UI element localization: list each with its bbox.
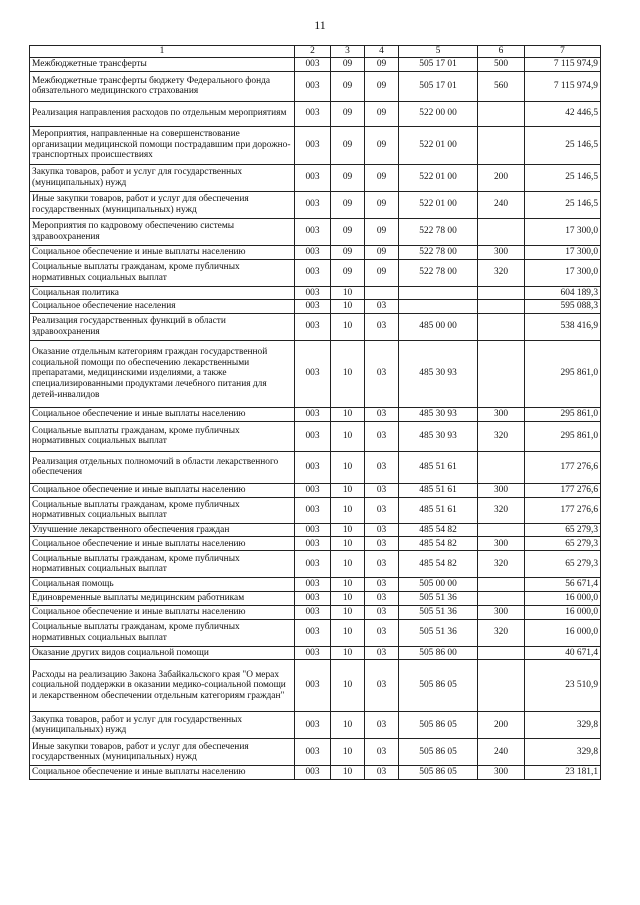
- cell-amount: 604 189,3: [525, 286, 601, 300]
- cell-subsection: 03: [365, 619, 399, 646]
- cell-section: 10: [331, 605, 365, 619]
- cell-subsection: [365, 286, 399, 300]
- cell-section: 10: [331, 497, 365, 523]
- cell-ministry-code: 003: [295, 313, 331, 340]
- cell-amount: 23 510,9: [525, 660, 601, 712]
- cell-section: 09: [331, 126, 365, 164]
- cell-subsection: 03: [365, 451, 399, 483]
- cell-ministry-code: 003: [295, 605, 331, 619]
- cell-section: 09: [331, 218, 365, 245]
- cell-subsection: 03: [365, 483, 399, 497]
- cell-section: 10: [331, 551, 365, 578]
- cell-section: 09: [331, 245, 365, 259]
- cell-name: Социальное обеспечение и иные выплаты населению: [30, 483, 295, 497]
- cell-section: 09: [331, 164, 365, 191]
- cell-subsection: 03: [365, 537, 399, 551]
- cell-expense-type: [478, 286, 525, 300]
- cell-amount: 65 279,3: [525, 537, 601, 551]
- cell-amount: 17 300,0: [525, 245, 601, 259]
- cell-name: Социальное обеспечение и иные выплаты населению: [30, 605, 295, 619]
- cell-target-article: 485 54 82: [399, 537, 478, 551]
- cell-expense-type: 300: [478, 245, 525, 259]
- cell-expense-type: [478, 578, 525, 592]
- cell-expense-type: 300: [478, 483, 525, 497]
- header-row: [30, 46, 601, 58]
- cell-amount: 65 279,3: [525, 551, 601, 578]
- cell-expense-type: [478, 218, 525, 245]
- cell-subsection: 09: [365, 58, 399, 72]
- cell-ministry-code: 003: [295, 483, 331, 497]
- cell-expense-type: 200: [478, 712, 525, 739]
- cell-ministry-code: 003: [295, 591, 331, 605]
- cell-section: 10: [331, 300, 365, 314]
- cell-section: 09: [331, 259, 365, 286]
- cell-name: Мероприятия по кадровому обеспечению системы здравоохранения: [30, 218, 295, 245]
- cell-subsection: 03: [365, 646, 399, 660]
- cell-ministry-code: 003: [295, 101, 331, 126]
- table-row: [30, 483, 601, 497]
- cell-expense-type: [478, 313, 525, 340]
- cell-name: Межбюджетные трансферты: [30, 58, 295, 72]
- table-row: [30, 605, 601, 619]
- cell-subsection: 03: [365, 578, 399, 592]
- table-body: [30, 58, 601, 780]
- cell-section: 10: [331, 578, 365, 592]
- cell-ministry-code: 003: [295, 259, 331, 286]
- cell-amount: 7 115 974,9: [525, 58, 601, 72]
- table-row: [30, 660, 601, 712]
- cell-ministry-code: 003: [295, 766, 331, 780]
- cell-subsection: 09: [365, 218, 399, 245]
- cell-name: Оказание других видов социальной помощи: [30, 646, 295, 660]
- cell-section: 10: [331, 286, 365, 300]
- table-row: [30, 245, 601, 259]
- cell-amount: 65 279,3: [525, 523, 601, 537]
- table-row: [30, 497, 601, 523]
- table-row: [30, 739, 601, 766]
- cell-expense-type: [478, 340, 525, 407]
- cell-name: Реализация отдельных полномочий в области лекарственного обеспечения: [30, 451, 295, 483]
- cell-name: Социальное обеспечение и иные выплаты населению: [30, 407, 295, 421]
- table-row: [30, 300, 601, 314]
- cell-name: Социальная политика: [30, 286, 295, 300]
- cell-subsection: 03: [365, 300, 399, 314]
- header-cell: 6: [478, 46, 525, 58]
- cell-section: 09: [331, 191, 365, 218]
- table-row: [30, 766, 601, 780]
- cell-amount: 25 146,5: [525, 126, 601, 164]
- cell-amount: 16 000,0: [525, 591, 601, 605]
- cell-amount: 17 300,0: [525, 218, 601, 245]
- cell-amount: 23 181,1: [525, 766, 601, 780]
- cell-expense-type: 320: [478, 421, 525, 451]
- cell-expense-type: 200: [478, 164, 525, 191]
- cell-section: 10: [331, 646, 365, 660]
- cell-expense-type: 320: [478, 259, 525, 286]
- cell-amount: 42 446,5: [525, 101, 601, 126]
- cell-subsection: 09: [365, 259, 399, 286]
- cell-target-article: 522 01 00: [399, 164, 478, 191]
- cell-target-article: 505 86 05: [399, 660, 478, 712]
- cell-amount: 7 115 974,9: [525, 71, 601, 101]
- cell-expense-type: 320: [478, 551, 525, 578]
- header-cell: 1: [30, 46, 295, 58]
- cell-amount: 16 000,0: [525, 619, 601, 646]
- cell-ministry-code: 003: [295, 619, 331, 646]
- cell-section: 10: [331, 712, 365, 739]
- table-row: [30, 164, 601, 191]
- cell-name: Социальное обеспечение и иные выплаты населению: [30, 537, 295, 551]
- cell-ministry-code: 003: [295, 164, 331, 191]
- cell-ministry-code: 003: [295, 551, 331, 578]
- table-row: [30, 259, 601, 286]
- table-row: [30, 646, 601, 660]
- cell-subsection: 03: [365, 551, 399, 578]
- cell-target-article: 522 01 00: [399, 191, 478, 218]
- cell-target-article: 485 30 93: [399, 421, 478, 451]
- cell-ministry-code: 003: [295, 58, 331, 72]
- cell-section: 10: [331, 591, 365, 605]
- cell-target-article: 485 51 61: [399, 451, 478, 483]
- cell-amount: 177 276,6: [525, 451, 601, 483]
- cell-ministry-code: 003: [295, 712, 331, 739]
- table-row: [30, 451, 601, 483]
- table-row: [30, 286, 601, 300]
- cell-name: Социальные выплаты гражданам, кроме публичных нормативных социальных выплат: [30, 619, 295, 646]
- cell-amount: 56 671,4: [525, 578, 601, 592]
- cell-section: 10: [331, 340, 365, 407]
- cell-name: Социальные выплаты гражданам, кроме публичных нормативных социальных выплат: [30, 551, 295, 578]
- cell-section: 10: [331, 523, 365, 537]
- cell-expense-type: 320: [478, 619, 525, 646]
- cell-name: Реализация направления расходов по отдельным мероприятиям: [30, 101, 295, 126]
- cell-name: Социальное обеспечение и иные выплаты населению: [30, 245, 295, 259]
- cell-target-article: 505 86 05: [399, 739, 478, 766]
- cell-expense-type: [478, 300, 525, 314]
- cell-name: Социальное обеспечение и иные выплаты населению: [30, 766, 295, 780]
- cell-name: Закупка товаров, работ и услуг для государственных (муниципальных) нужд: [30, 712, 295, 739]
- cell-ministry-code: 003: [295, 340, 331, 407]
- cell-target-article: 485 51 61: [399, 483, 478, 497]
- cell-expense-type: [478, 101, 525, 126]
- cell-subsection: 03: [365, 340, 399, 407]
- cell-amount: 17 300,0: [525, 259, 601, 286]
- cell-target-article: 522 78 00: [399, 218, 478, 245]
- cell-expense-type: 320: [478, 497, 525, 523]
- cell-ministry-code: 003: [295, 578, 331, 592]
- cell-target-article: 505 86 05: [399, 766, 478, 780]
- cell-name: Социальные выплаты гражданам, кроме публичных нормативных социальных выплат: [30, 497, 295, 523]
- cell-target-article: 485 54 82: [399, 551, 478, 578]
- cell-section: 10: [331, 407, 365, 421]
- cell-expense-type: [478, 126, 525, 164]
- cell-ministry-code: 003: [295, 407, 331, 421]
- table-row: [30, 591, 601, 605]
- cell-section: 09: [331, 58, 365, 72]
- cell-target-article: 485 00 00: [399, 313, 478, 340]
- table-row: [30, 407, 601, 421]
- cell-name: Улучшение лекарственного обеспечения граждан: [30, 523, 295, 537]
- table-row: [30, 578, 601, 592]
- cell-section: 10: [331, 313, 365, 340]
- cell-name: Иные закупки товаров, работ и услуг для обеспечения государственных (муниципальных) нужд: [30, 739, 295, 766]
- cell-amount: 295 861,0: [525, 407, 601, 421]
- cell-target-article: 505 86 05: [399, 712, 478, 739]
- cell-target-article: 485 54 82: [399, 523, 478, 537]
- cell-name: Закупка товаров, работ и услуг для государственных (муниципальных) нужд: [30, 164, 295, 191]
- cell-ministry-code: 003: [295, 126, 331, 164]
- cell-subsection: 03: [365, 421, 399, 451]
- table-row: [30, 551, 601, 578]
- cell-subsection: 09: [365, 126, 399, 164]
- cell-expense-type: 300: [478, 407, 525, 421]
- table-row: [30, 537, 601, 551]
- cell-section: 10: [331, 537, 365, 551]
- cell-target-article: 485 30 93: [399, 340, 478, 407]
- cell-section: 10: [331, 451, 365, 483]
- cell-subsection: 09: [365, 101, 399, 126]
- cell-amount: 25 146,5: [525, 164, 601, 191]
- cell-target-article: [399, 300, 478, 314]
- cell-amount: 595 088,3: [525, 300, 601, 314]
- cell-target-article: 485 30 93: [399, 407, 478, 421]
- cell-amount: 295 861,0: [525, 340, 601, 407]
- budget-table: [29, 45, 601, 780]
- header-cell: 5: [399, 46, 478, 58]
- cell-target-article: 505 00 00: [399, 578, 478, 592]
- cell-name: Мероприятия, направленные на совершенствование организации медицинской помощи пострадавшим при дорожно-транспортных происшествиях: [30, 126, 295, 164]
- cell-expense-type: 240: [478, 739, 525, 766]
- cell-name: Социальные выплаты гражданам, кроме публичных нормативных социальных выплат: [30, 421, 295, 451]
- cell-expense-type: [478, 646, 525, 660]
- cell-section: 09: [331, 101, 365, 126]
- cell-target-article: 522 01 00: [399, 126, 478, 164]
- header-cell: 7: [525, 46, 601, 58]
- cell-section: 10: [331, 421, 365, 451]
- cell-subsection: 03: [365, 766, 399, 780]
- cell-expense-type: 300: [478, 766, 525, 780]
- cell-ministry-code: 003: [295, 451, 331, 483]
- cell-name: Социальные выплаты гражданам, кроме публичных нормативных социальных выплат: [30, 259, 295, 286]
- cell-ministry-code: 003: [295, 421, 331, 451]
- page-number: 11: [314, 18, 326, 32]
- cell-amount: 40 671,4: [525, 646, 601, 660]
- cell-expense-type: 240: [478, 191, 525, 218]
- cell-amount: 25 146,5: [525, 191, 601, 218]
- table-row: [30, 523, 601, 537]
- table-row: [30, 218, 601, 245]
- cell-subsection: 09: [365, 245, 399, 259]
- cell-amount: 329,8: [525, 739, 601, 766]
- cell-subsection: 09: [365, 164, 399, 191]
- cell-target-article: 505 51 36: [399, 591, 478, 605]
- cell-amount: 16 000,0: [525, 605, 601, 619]
- cell-subsection: 03: [365, 497, 399, 523]
- cell-ministry-code: 003: [295, 191, 331, 218]
- cell-expense-type: 500: [478, 58, 525, 72]
- cell-subsection: 03: [365, 523, 399, 537]
- cell-section: 10: [331, 619, 365, 646]
- cell-expense-type: 300: [478, 605, 525, 619]
- cell-amount: 295 861,0: [525, 421, 601, 451]
- cell-expense-type: [478, 451, 525, 483]
- cell-amount: 177 276,6: [525, 483, 601, 497]
- cell-name: Межбюджетные трансферты бюджету Федерального фонда обязательного медицинского страхования: [30, 71, 295, 101]
- cell-subsection: 03: [365, 712, 399, 739]
- table-row: [30, 191, 601, 218]
- table-row: [30, 712, 601, 739]
- cell-section: 09: [331, 71, 365, 101]
- cell-amount: 538 416,9: [525, 313, 601, 340]
- cell-ministry-code: 003: [295, 245, 331, 259]
- cell-expense-type: [478, 660, 525, 712]
- cell-amount: 329,8: [525, 712, 601, 739]
- cell-section: 10: [331, 483, 365, 497]
- cell-ministry-code: 003: [295, 739, 331, 766]
- cell-name: Социальная помощь: [30, 578, 295, 592]
- cell-expense-type: 560: [478, 71, 525, 101]
- cell-amount: 177 276,6: [525, 497, 601, 523]
- cell-subsection: 03: [365, 660, 399, 712]
- table-row: [30, 313, 601, 340]
- cell-target-article: [399, 286, 478, 300]
- cell-ministry-code: 003: [295, 660, 331, 712]
- cell-ministry-code: 003: [295, 497, 331, 523]
- header-cell: 3: [331, 46, 365, 58]
- cell-name: Оказание отдельным категориям граждан государственной социальной помощи по обеспечению лекарственными препаратами, медицинскими изделиями, а также специализированными продуктами лечебного питания для детей-инвалидов: [30, 340, 295, 407]
- cell-name: Расходы на реализацию Закона Забайкальского края "О мерах социальной поддержки в оказании медико-социальной помощи и лекарственном обеспечении отдельным категориям граждан": [30, 660, 295, 712]
- cell-subsection: 09: [365, 191, 399, 218]
- table-row: [30, 71, 601, 101]
- table-row: [30, 101, 601, 126]
- table-row: [30, 421, 601, 451]
- cell-ministry-code: 003: [295, 537, 331, 551]
- cell-subsection: 03: [365, 313, 399, 340]
- cell-target-article: 505 86 00: [399, 646, 478, 660]
- cell-section: 10: [331, 766, 365, 780]
- cell-section: 10: [331, 660, 365, 712]
- cell-name: Единовременные выплаты медицинским работникам: [30, 591, 295, 605]
- cell-target-article: 505 51 36: [399, 605, 478, 619]
- table-row: [30, 126, 601, 164]
- header-cell: 4: [365, 46, 399, 58]
- cell-target-article: 505 17 01: [399, 71, 478, 101]
- cell-name: Иные закупки товаров, работ и услуг для обеспечения государственных (муниципальных) нужд: [30, 191, 295, 218]
- cell-target-article: 522 00 00: [399, 101, 478, 126]
- cell-target-article: 522 78 00: [399, 245, 478, 259]
- cell-target-article: 505 51 36: [399, 619, 478, 646]
- cell-subsection: 03: [365, 605, 399, 619]
- cell-ministry-code: 003: [295, 218, 331, 245]
- table-row: [30, 340, 601, 407]
- cell-expense-type: [478, 591, 525, 605]
- table-row: [30, 58, 601, 72]
- cell-expense-type: 300: [478, 537, 525, 551]
- cell-target-article: 505 17 01: [399, 58, 478, 72]
- cell-subsection: 09: [365, 71, 399, 101]
- cell-target-article: 485 51 61: [399, 497, 478, 523]
- cell-subsection: 03: [365, 739, 399, 766]
- header-cell: 2: [295, 46, 331, 58]
- cell-ministry-code: 003: [295, 286, 331, 300]
- cell-ministry-code: 003: [295, 646, 331, 660]
- cell-subsection: 03: [365, 407, 399, 421]
- cell-subsection: 03: [365, 591, 399, 605]
- table-row: [30, 619, 601, 646]
- cell-target-article: 522 78 00: [399, 259, 478, 286]
- cell-ministry-code: 003: [295, 523, 331, 537]
- cell-ministry-code: 003: [295, 300, 331, 314]
- cell-section: 10: [331, 739, 365, 766]
- cell-ministry-code: 003: [295, 71, 331, 101]
- cell-name: Реализация государственных функций в области здравоохранения: [30, 313, 295, 340]
- cell-expense-type: [478, 523, 525, 537]
- cell-name: Социальное обеспечение населения: [30, 300, 295, 314]
